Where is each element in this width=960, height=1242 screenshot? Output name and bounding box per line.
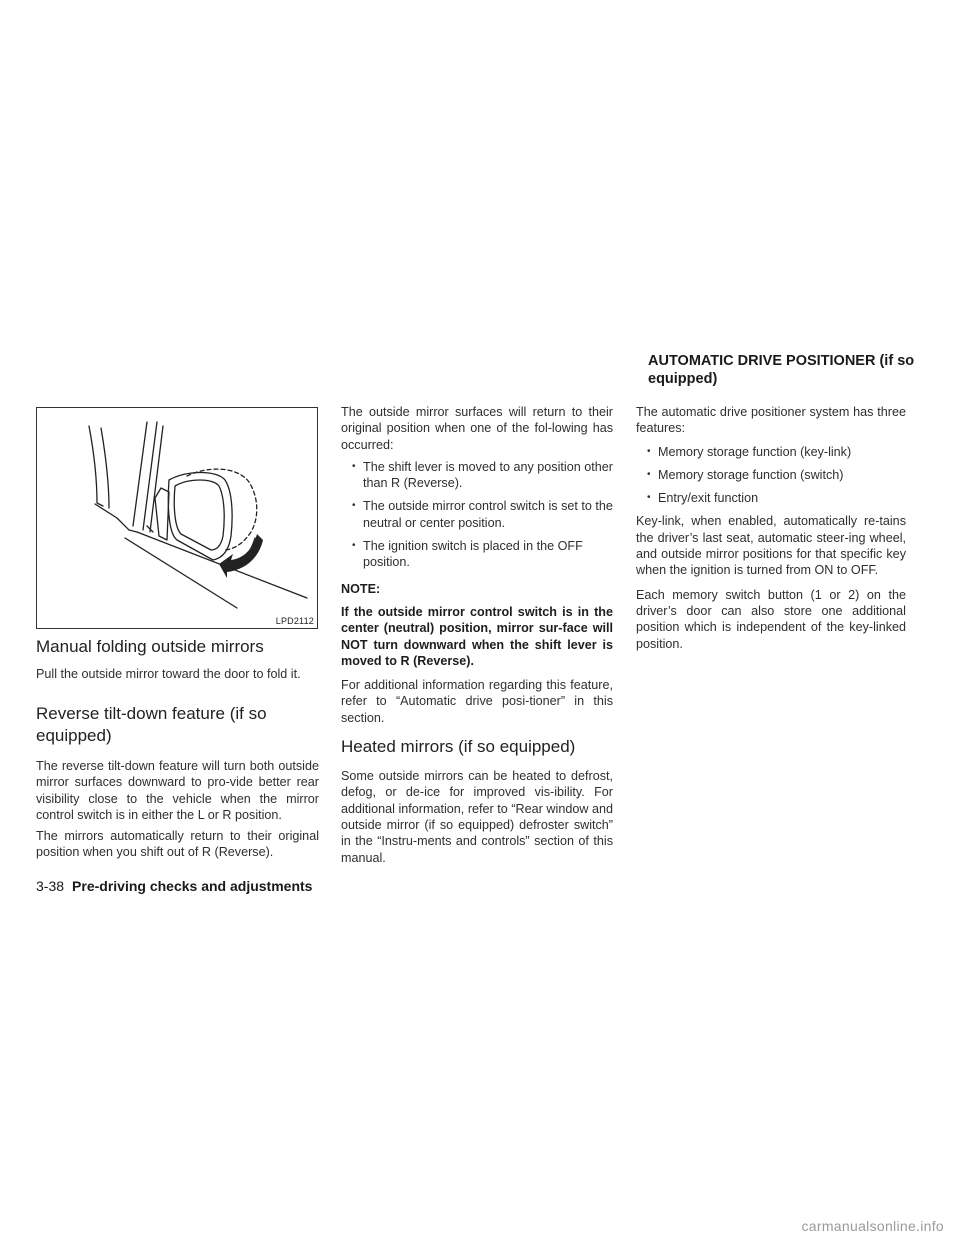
list-item: • The ignition switch is placed in the OFF position.	[341, 538, 613, 571]
list-item: • Memory storage function (switch)	[636, 467, 906, 483]
return-conditions-list	[341, 459, 613, 571]
para-memory-switch: Each memory switch button (1 or 2) on the driver’s door can also store one additional position which is independent of the key-linked position.	[636, 587, 906, 651]
note-label: NOTE:	[341, 581, 381, 596]
mirror-drawing	[37, 408, 319, 630]
page-footer	[36, 878, 312, 894]
list-item: • The shift lever is moved to any position other than R (Reverse).	[341, 459, 613, 492]
list-item: • The outside mirror control switch is set to the neutral or center position.	[341, 498, 613, 531]
heading-heated-mirrors: Heated mirrors (if so equipped)	[341, 737, 576, 757]
para-additional-info: For additional information regarding this feature, refer to “Automatic drive posi-tioner” in this section.	[341, 678, 613, 725]
adp-features-list	[636, 444, 906, 507]
para-reverse-tilt-2: The mirrors automatically return to their original position when you shift out of R (Reverse).	[36, 829, 319, 860]
para-reverse-tilt-1: The reverse tilt-down feature will turn both outside mirror surfaces downward to pro-vide better rear visibility close to the vehicle when the mirror control switch is in either the L or R position.	[36, 759, 319, 822]
list-item: • Memory storage function (key-link)	[636, 444, 906, 460]
column-2	[341, 404, 613, 866]
watermark: carmanualsonline.info	[801, 1218, 944, 1234]
heading-manual-folding: Manual folding outside mirrors	[36, 637, 264, 656]
list-item: • Entry/exit function	[636, 490, 906, 506]
column-3	[636, 404, 906, 652]
page-number: 3-38	[36, 878, 65, 894]
mirror-illustration	[36, 407, 318, 629]
para-key-link: Key-link, when enabled, automatically re-tains the driver’s last seat, automatic steer-ing wheel, and outside mirror positions for that specific key when the ignition is turned from ON to OFF.	[636, 514, 906, 578]
chapter-title: Pre-driving checks and adjustments	[72, 878, 313, 894]
heading-automatic-drive-positioner: AUTOMATIC DRIVE POSITIONER (if so equipped)	[648, 353, 915, 387]
para-heated-mirrors: Some outside mirrors can be heated to defrost, defog, or de-ice for improved vis-ibility. For additional information, refer to “Rear window and outside mirror (if so equipped) defroster switch” in the “Instru-ments and controls” section of this manual.	[341, 769, 613, 865]
figure-code: LPD2112	[275, 616, 314, 626]
para-return-conditions: The outside mirror surfaces will return to their original position when one of the fol-lowing has occurred:	[341, 405, 613, 452]
note-text: If the outside mirror control switch is in the center (neutral) position, mirror sur-face will NOT turn downward when the shift lever is moved to R (Reverse).	[341, 604, 613, 668]
para-adp-intro: The automatic drive positioner system has three features:	[636, 405, 906, 436]
heading-reverse-tilt: Reverse tilt-down feature (if so equipped)	[36, 704, 267, 745]
para-manual-folding: Pull the outside mirror toward the door to fold it.	[36, 667, 301, 681]
